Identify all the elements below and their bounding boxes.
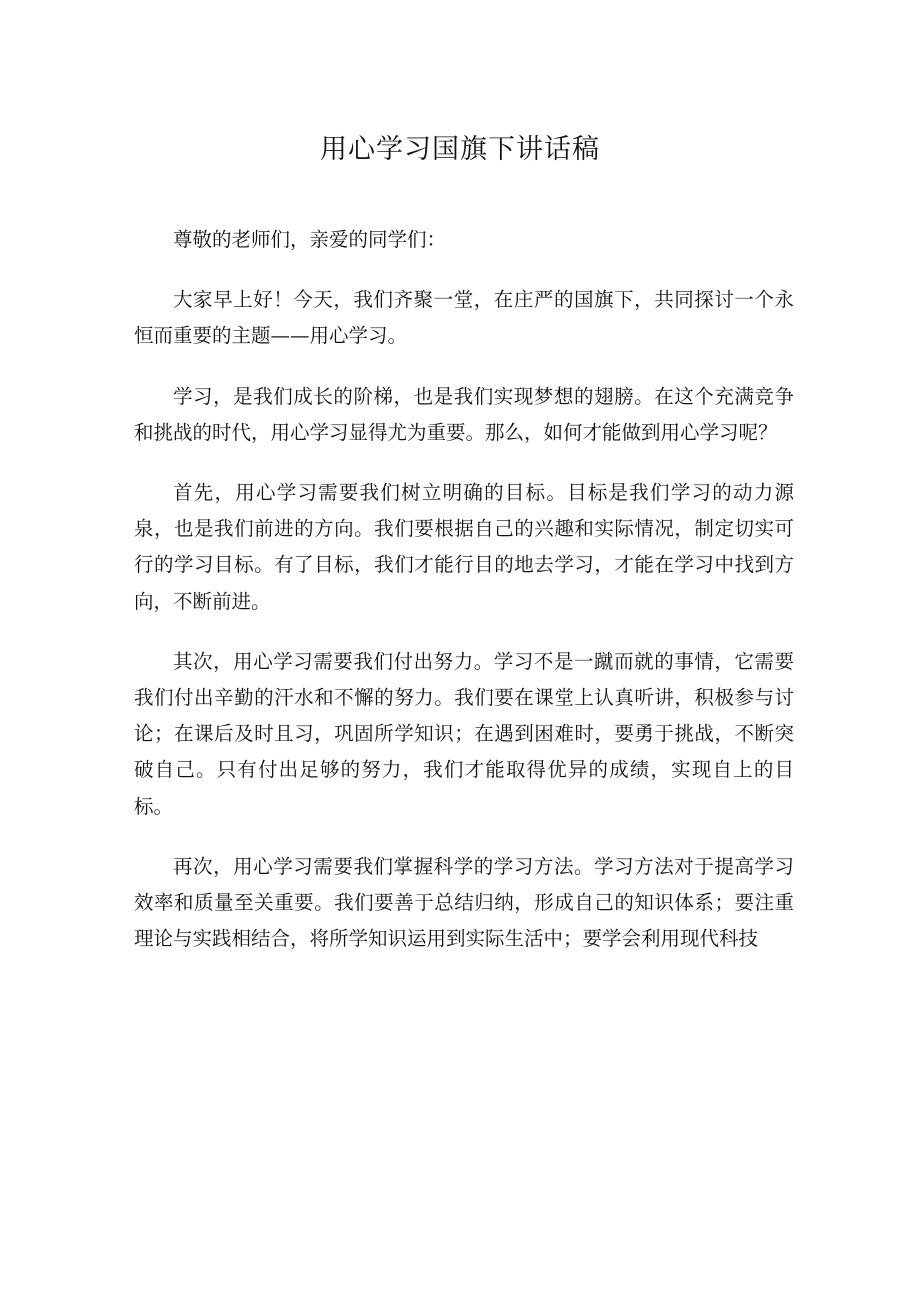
- paragraph-greeting: 尊敬的老师们，亲爱的同学们：: [173, 228, 447, 251]
- document-body: [134, 222, 794, 981]
- paragraph-first-point: 首先，用心学习需要我们树立明确的目标。目标是我们学习的动力源泉，也是我们前进的方向。我们要根据自己的兴趣和实际情况，制定切实可行的学习目标。有了目标，我们才能行目的地去学习，才能在学习中找到方向，不断前进。: [134, 481, 794, 613]
- paragraph-second-point: 其次，用心学习需要我们付出努力。学习不是一蹴而就的事情，它需要我们付出辛勤的汗水和不懈的努力。我们要在课堂上认真听讲，积极参与讨论；在课后及时且习，巩固所学知识；在遇到困难时，要勇于挑战，不断突破自己。只有付出足够的努力，我们才能取得优异的成绩，实现自上的目标。: [134, 649, 794, 818]
- paragraph-third-point: 再次，用心学习需要我们掌握科学的学习方法。学习方法对于提高学习效率和质量至关重要。我们要善于总结归纳，形成自己的知识体系；要注重理论与实践相结合，将所学知识运用到实际生活中；要学会利用现代科技: [134, 854, 794, 951]
- paragraph-opening: 大家早上好！今天，我们齐聚一堂，在庄严的国旗下，共同探讨一个永恒而重要的主题——用心学习。: [134, 288, 794, 348]
- page-title: 用心学习国旗下讲话稿: [320, 134, 600, 165]
- paragraph-importance: 学习，是我们成长的阶梯，也是我们实现梦想的翅膀。在这个充满竞争和挑战的时代，用心学习显得尤为重要。那么，如何才能做到用心学习呢？: [134, 384, 794, 444]
